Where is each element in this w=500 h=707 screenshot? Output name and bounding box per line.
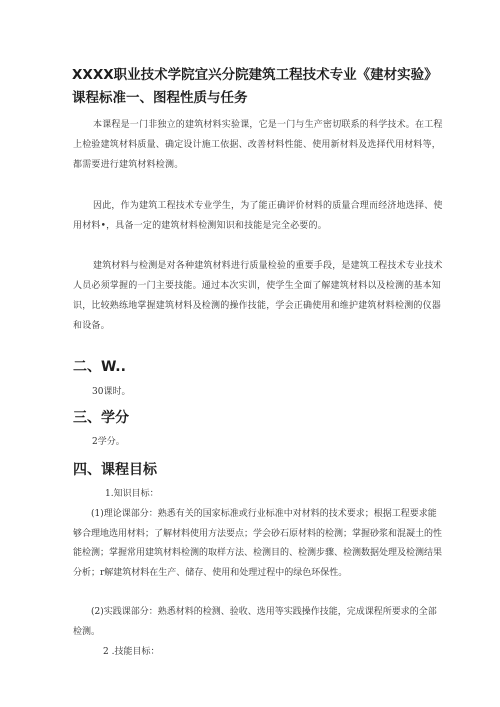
document-title: XXXX职业技术学院宜兴分院建筑工程技术专业《建材实验》课程标准一、图程性质与任务 [72,67,438,106]
section-2-heading: 二、W.. [73,359,126,375]
paragraph-purpose: 因此，作为建筑工程技术专业学生，为了能正确评价材料的质量合理而经济地选择、使用材料•，具备一定的建筑材料检测知识和技能是完全必要的。 [73,201,443,231]
skill-goal-label: 2 .技能目标： [103,647,160,657]
paragraph-importance: 建筑材料与检测是对各种建筑材料进行质量检验的重要手段，是建筑工程技术专业技术人员必须掌握的一门主要技能。通过本次实训，使学生全面了解建筑材料以及检测的基本知识，比较熟练地掌握建筑材料及检测的操作技能，学会正确使用和维护建筑材料检测的仪器和设备。 [73,261,443,331]
knowledge-goal-label: 1.知识目标： [105,489,159,499]
section-3-heading: 三、学分 [73,410,129,426]
section-2-content: 30课时。 [92,387,131,397]
theory-part-paragraph: (1)理论课部分：熟悉有关的国家标准或行业标准中对材料的技术要求；根据工程要求能够合理地选用材料；了解材料使用方法要点；学会砂石原材料的检测；掌握砂浆和混凝土的性能检测；掌握常用建筑材料检测的取样方法、检测目的、检测步骤、检测数据处理及检测结果分析；r解建筑材料在生产、储存、使用和处理过程中的绿色环保性。 [73,509,443,578]
paragraph-course-nature: 本课程是一门非独立的建筑材料实验课，它是一门与生产密切联系的科学技术。在工程上检验建筑材料质量、确定设计施工依据、改善材料性能、使用新材料及选择代用材料等，都需要进行建筑材料检测。 [73,120,443,170]
section-4-heading: 四、课程目标 [73,462,157,478]
section-3-content: 2学分。 [92,437,125,447]
practice-part-paragraph: (2)实践课部分：熟悉材料的检测、验收、选用等实践操作技能，完成课程所要求的全部检测。 [73,607,437,637]
